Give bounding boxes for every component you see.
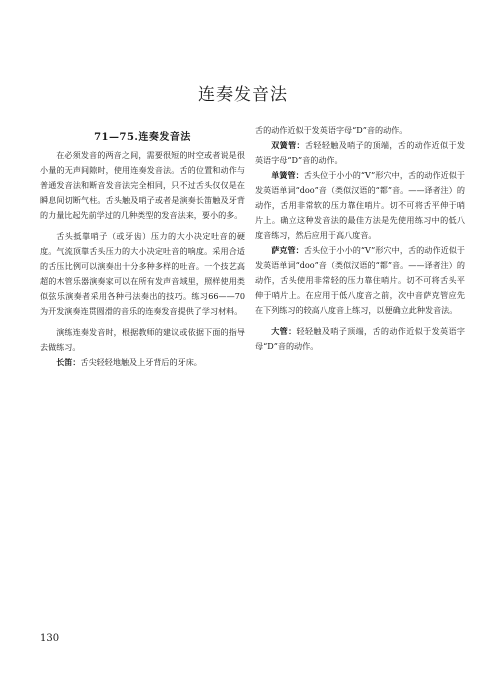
section-heading: 71—75.连奏发音法: [94, 132, 191, 143]
bassoon-term: 大管：: [271, 326, 297, 336]
saxophone-text: 舌头位于小小的“V”形穴中，舌的动作近似于发英语单词“doo”音（类似汉语的“都”音。——译者注）的动作，舌头使用非常轻的压力靠住哨片。切不可将舌头平伸于哨片上。在应用于低八度音之前，次中音萨克管应先在下列练习的较高八度音上练习，以便确立此种发音法。: [255, 245, 465, 315]
paragraph-saxophone: [255, 243, 465, 318]
paragraph-intro: 在必须发音的两音之间，需要很短的时空或者说是很小量的无声间隙时，使用连奏发音法。舌的位置和动作与普通发音法和断音发音法完全相同，只不过舌头仅仅是在瞬息间切断气柱。舌头触及哨子或者是演奏长笛触及牙背的力量比起先前学过的几种类型的发音法来，要小的多。: [40, 150, 245, 220]
oboe-text: 舌轻轻触及哨子的顶端，舌的动作近似于发英语字母“D”音的动作。: [255, 140, 465, 165]
page-title: 连奏发音法: [198, 85, 288, 105]
clarinet-term: 单簧管：: [271, 170, 304, 180]
clarinet-text: 舌头位于小小的“V”形穴中，舌的动作近似于发英语单词“doo”音（类似汉语的“都”音。——译者注）的动作，舌用非常软的压力靠住哨片。切不可将舌平伸于哨片上。确立这种发音法的最佳方法是先使用练习中的低八度音练习，然后应用于高八度音。: [255, 170, 465, 240]
flute-text: 舌尖轻轻地触及上牙背后的牙床。: [80, 357, 202, 367]
paragraph-flute-continued: 舌的动作近似于发英语字母“D”音的动作。: [255, 125, 408, 135]
saxophone-term: 萨克管：: [271, 245, 304, 255]
paragraph-oboe: [255, 138, 465, 168]
left-column: [40, 120, 245, 370]
page-number: 130: [40, 633, 60, 644]
bassoon-text: 轻轻触及哨子顶端，舌的动作近似于发英语字母“D”音的动作。: [255, 326, 465, 351]
oboe-term: 双簧管：: [271, 140, 305, 150]
paragraph-flute: [40, 355, 245, 370]
right-column: [255, 123, 465, 354]
paragraph-bassoon: [255, 324, 465, 354]
paragraph-practice-guidance: 演练连奏发音时，根据教师的建议或依据下面的指导去做练习。: [40, 327, 245, 352]
flute-term: 长笛：: [56, 357, 81, 367]
paragraph-clarinet: [255, 168, 465, 243]
paragraph-tongue-pressure: 舌头抵靠哨子（或牙齿）压力的大小决定吐音的硬度。气流顶靠舌头压力的大小决定吐音的响度。采用合适的舌压比例可以演奏出十分多种多样的吐音。一个技艺高超的木管乐器演奏家可以在所有发声音域里，照样使用类似弦乐演奏者采用各种弓法奏出的技巧。练习66——70为开发演奏连贯圆滑的音乐的连奏发音提供了学习材料。: [40, 231, 245, 316]
